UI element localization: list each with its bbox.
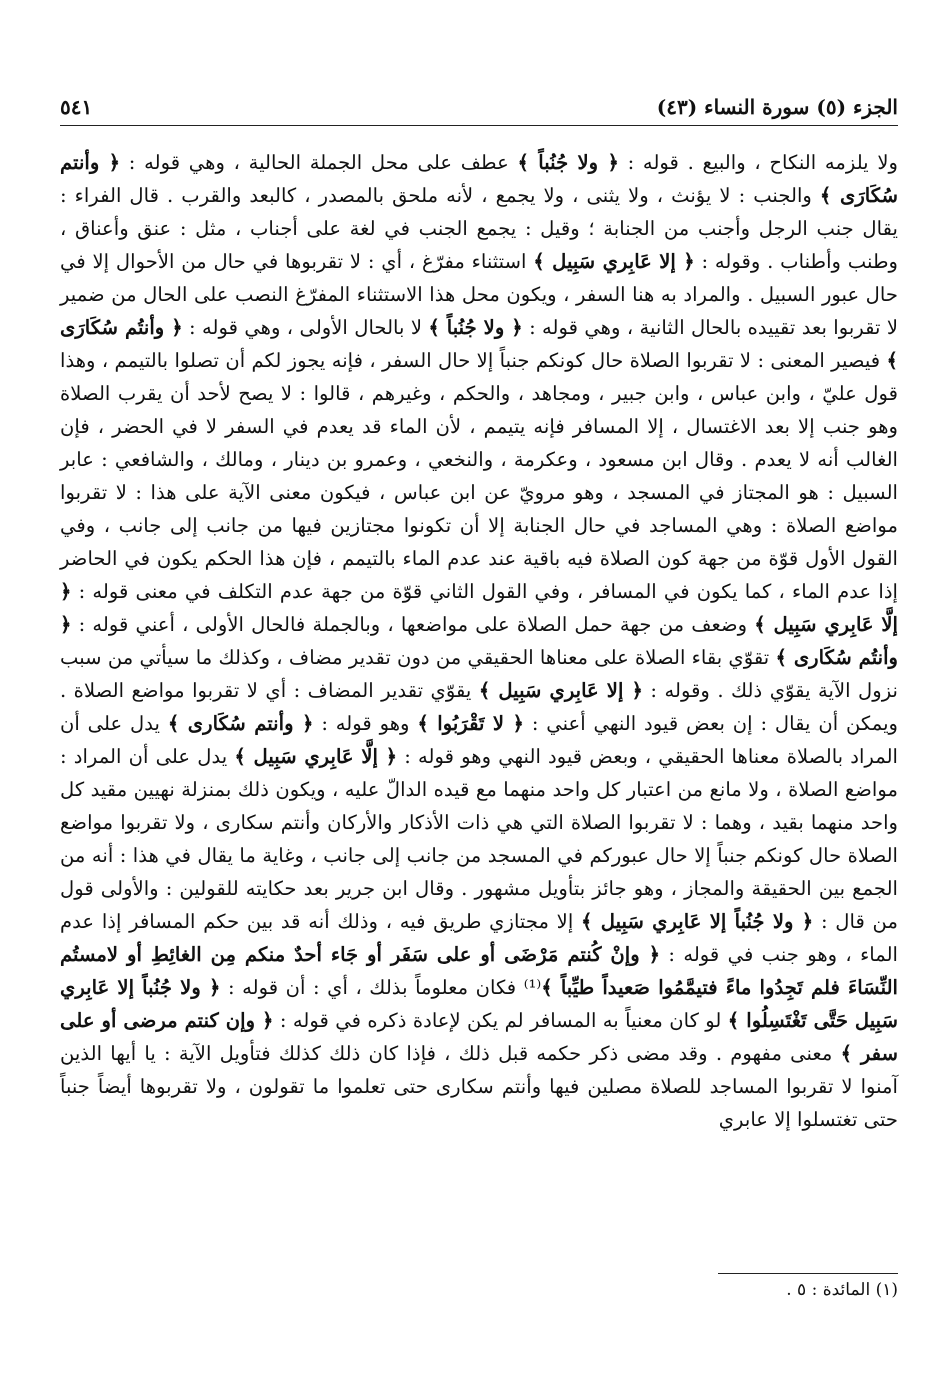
page-number: ٥٤١ <box>60 95 93 119</box>
quran-verse: ﴿ وأنتُم سُكَارى ﴾ <box>60 613 898 669</box>
commentary-text: وضعف من جهة حمل الصلاة على مواضعها ، وبالجملة فالحال الأولى ، أعني قوله : <box>71 613 755 636</box>
commentary-paragraph <box>60 146 898 1136</box>
quran-verse: ﴿ وأنتم سُكَارى ﴾ <box>167 712 314 735</box>
quran-verse: ﴿ إلا عَابِري سَبِيل ﴾ <box>533 250 695 273</box>
quran-verse: ﴿ ولا جُنُباً ﴾ <box>517 151 619 174</box>
commentary-text: استثناء مفرّغ ، أي : لا تقربوها في حال من الأحوال إلا في حال عبور السبيل . والمراد به هنا السفر ، ويكون محل هذا الاستثناء المفرّغ النصب على الحال من ضمير لا تقربوا بعد تقييده بالحال الثانية ، وهي قوله : <box>60 250 898 339</box>
commentary-text: لو كان معنياً به المسافر لم يكن لإعادة ذكره في قوله : <box>273 1009 728 1032</box>
commentary-text: ⁽¹⁾ فكان معلوماً بذلك ، أي : أن قوله : <box>220 976 542 999</box>
quran-verse: ﴿ وإنْ كُنتم مَرْضَى أو على سَفَر أو جَاء أحدٌ منكم مِن الغائِطِ أو لامستُم النِّسَاءَ فلم تَجِدُوا ماءً فتيمَّمُوا صَعيداً طيِّباً ﴾ <box>60 943 898 999</box>
quran-verse: ﴿ ولا جُنُباً إلا عَابِري سَبِيل ﴾ <box>581 910 814 933</box>
quran-verse: ﴿ ولا جُنُباً ﴾ <box>428 316 523 339</box>
quran-verse: ﴿ لا تَقْرَبُوا ﴾ <box>417 712 524 735</box>
commentary-text: إلا مجتازي طريق فيه ، وذلك أنه قد بين حكم المسافر إذا عدم الماء ، وهو جنب في قوله : <box>60 910 898 966</box>
quran-verse: ﴿ ولا جُنُباً إلا عَابِري سَبِيل حَتَّى تَغْتَسِلُوا ﴾ <box>60 976 898 1032</box>
body-text <box>60 146 898 1136</box>
commentary-text: يدل على أن المراد : مواضع الصلاة ، ولا مانع من اعتبار كل واحد منهما مع قيده الدالّ عليه ، ويكون ذلك بمنزلة نهيين مقيد كل واحد منهما بقيد ، وهما : لا تقربوا الصلاة التي هي ذات الأذكار والأركان وأنتم سكارى ، ولا تقربوا مواضع الصلاة حال كونكم جنباً إلا حال عبوركم في المسجد من جانب إلى جانب ، وغاية ما يقال في هذا : أنه من الجمع بين الحقيقة والمجاز ، وهو جائز بتأويل مشهور . وقال ابن جرير بعد حكايته للقولين : والأولى قول من قال : <box>60 745 898 933</box>
running-title: الجزء (٥) سورة النساء (٤٣) <box>656 95 898 119</box>
quran-verse: ﴿ إلَّا عَابِري سَبِيل ﴾ <box>234 745 398 768</box>
footnote: (١) المائدة : ٥ . <box>786 1280 898 1300</box>
commentary-text: معنى مفهوم . وقد مضى ذكر حكمه قبل ذلك ، فإذا كان ذلك كذلك فتأويل الآية : يا أيها الذين آمنوا لا تقربوا المساجد للصلاة مصلين فيها وأنتم سكارى حتى تعلموا ما تقولون ، ولا تقربوها أيضاً جنباً حتى تغتسلوا إلا عابري <box>60 1042 898 1131</box>
quran-verse: ﴿ إلَّا عَابِري سَبِيل ﴾ <box>60 580 898 636</box>
quran-verse: ﴿ وأنتُم سُكَارَى ﴾ <box>60 316 898 372</box>
commentary-text: يقوّي تقدير المضاف : أي لا تقربوا مواضع الصلاة . ويمكن أن يقال : إن بعض قيود النهي أعني : <box>60 679 898 735</box>
commentary-text: لا بالحال الأولى ، وهي قوله : <box>182 316 429 339</box>
page-header <box>60 90 898 126</box>
commentary-text: ولا يلزمه النكاح ، والبيع . قوله : <box>618 151 898 174</box>
commentary-text: والجنب : لا يؤنث ، ولا يثنى ، ولا يجمع ، لأنه ملحق بالمصدر ، كالبعد والقرب . قال الفراء : يقال جنب الرجل وأجنب من الجنابة ؛ وقيل : يجمع الجنب في لغة على أجناب ، مثل : عنق وأعناق ، وطنب وأطناب . وقوله : <box>60 184 899 273</box>
commentary-text: تقوّي بقاء الصلاة على معناها الحقيقي من دون تقدير مضاف ، وكذلك ما سيأتي من سبب نزول الآية يقوّي ذلك . وقوله : <box>60 646 898 702</box>
quran-verse: ﴿ وإن كنتم مرضى أو على سفر ﴾ <box>60 1009 898 1065</box>
commentary-text: عطف على محل الجملة الحالية ، وهي قوله : <box>120 151 518 174</box>
quran-verse: ﴿ إلا عَابِري سَبِيل ﴾ <box>478 679 643 702</box>
commentary-text: وهو قوله : <box>313 712 418 735</box>
commentary-text: يدل على أن المراد بالصلاة معناها الحقيقي ، وبعض قيود النهي وهو قوله : <box>60 712 898 768</box>
footnote-divider <box>718 1273 898 1274</box>
book-page <box>60 90 898 1340</box>
quran-verse: ﴿ وأنتم سُكَارَى ﴾ <box>60 151 898 207</box>
commentary-text: فيصير المعنى : لا تقربوا الصلاة حال كونكم جنباً إلا حال السفر ، فإنه يجوز لكم أن تصلوا بالتيمم ، وهذا قول عليّ ، وابن عباس ، وابن جبير ، ومجاهد ، والحكم ، وغيرهم ، قالوا : لا يصح لأحد أن يقرب الصلاة وهو جنب إلا بعد الاغتسال ، إلا المسافر فإنه يتيمم ، لأن الماء قد يعدم في السفر لا في الحضر ، فإن الغالب أنه لا يعدم . وقال ابن مسعود ، وعكرمة ، والنخعي ، وعمرو بن دينار ، ومالك ، والشافعي : عابر السبيل : هو المجتاز في المسجد ، وهو مرويّ عن ابن عباس ، فيكون معنى الآية على هذا : لا تقربوا مواضع الصلاة : وهي المساجد في حال الجنابة إلا أن تكونوا مجتازين فيها من جانب إلى جانب ، وفي القول الأول قوّة من جهة كون الصلاة فيه باقية عند عدم الماء بالتيمم ، فإن هذا الحكم يكون في الحاضر إذا عدم الماء ، كما يكون في المسافر ، وفي القول الثاني قوّة من جهة عدم التكلف في معنى قوله : <box>60 349 898 603</box>
